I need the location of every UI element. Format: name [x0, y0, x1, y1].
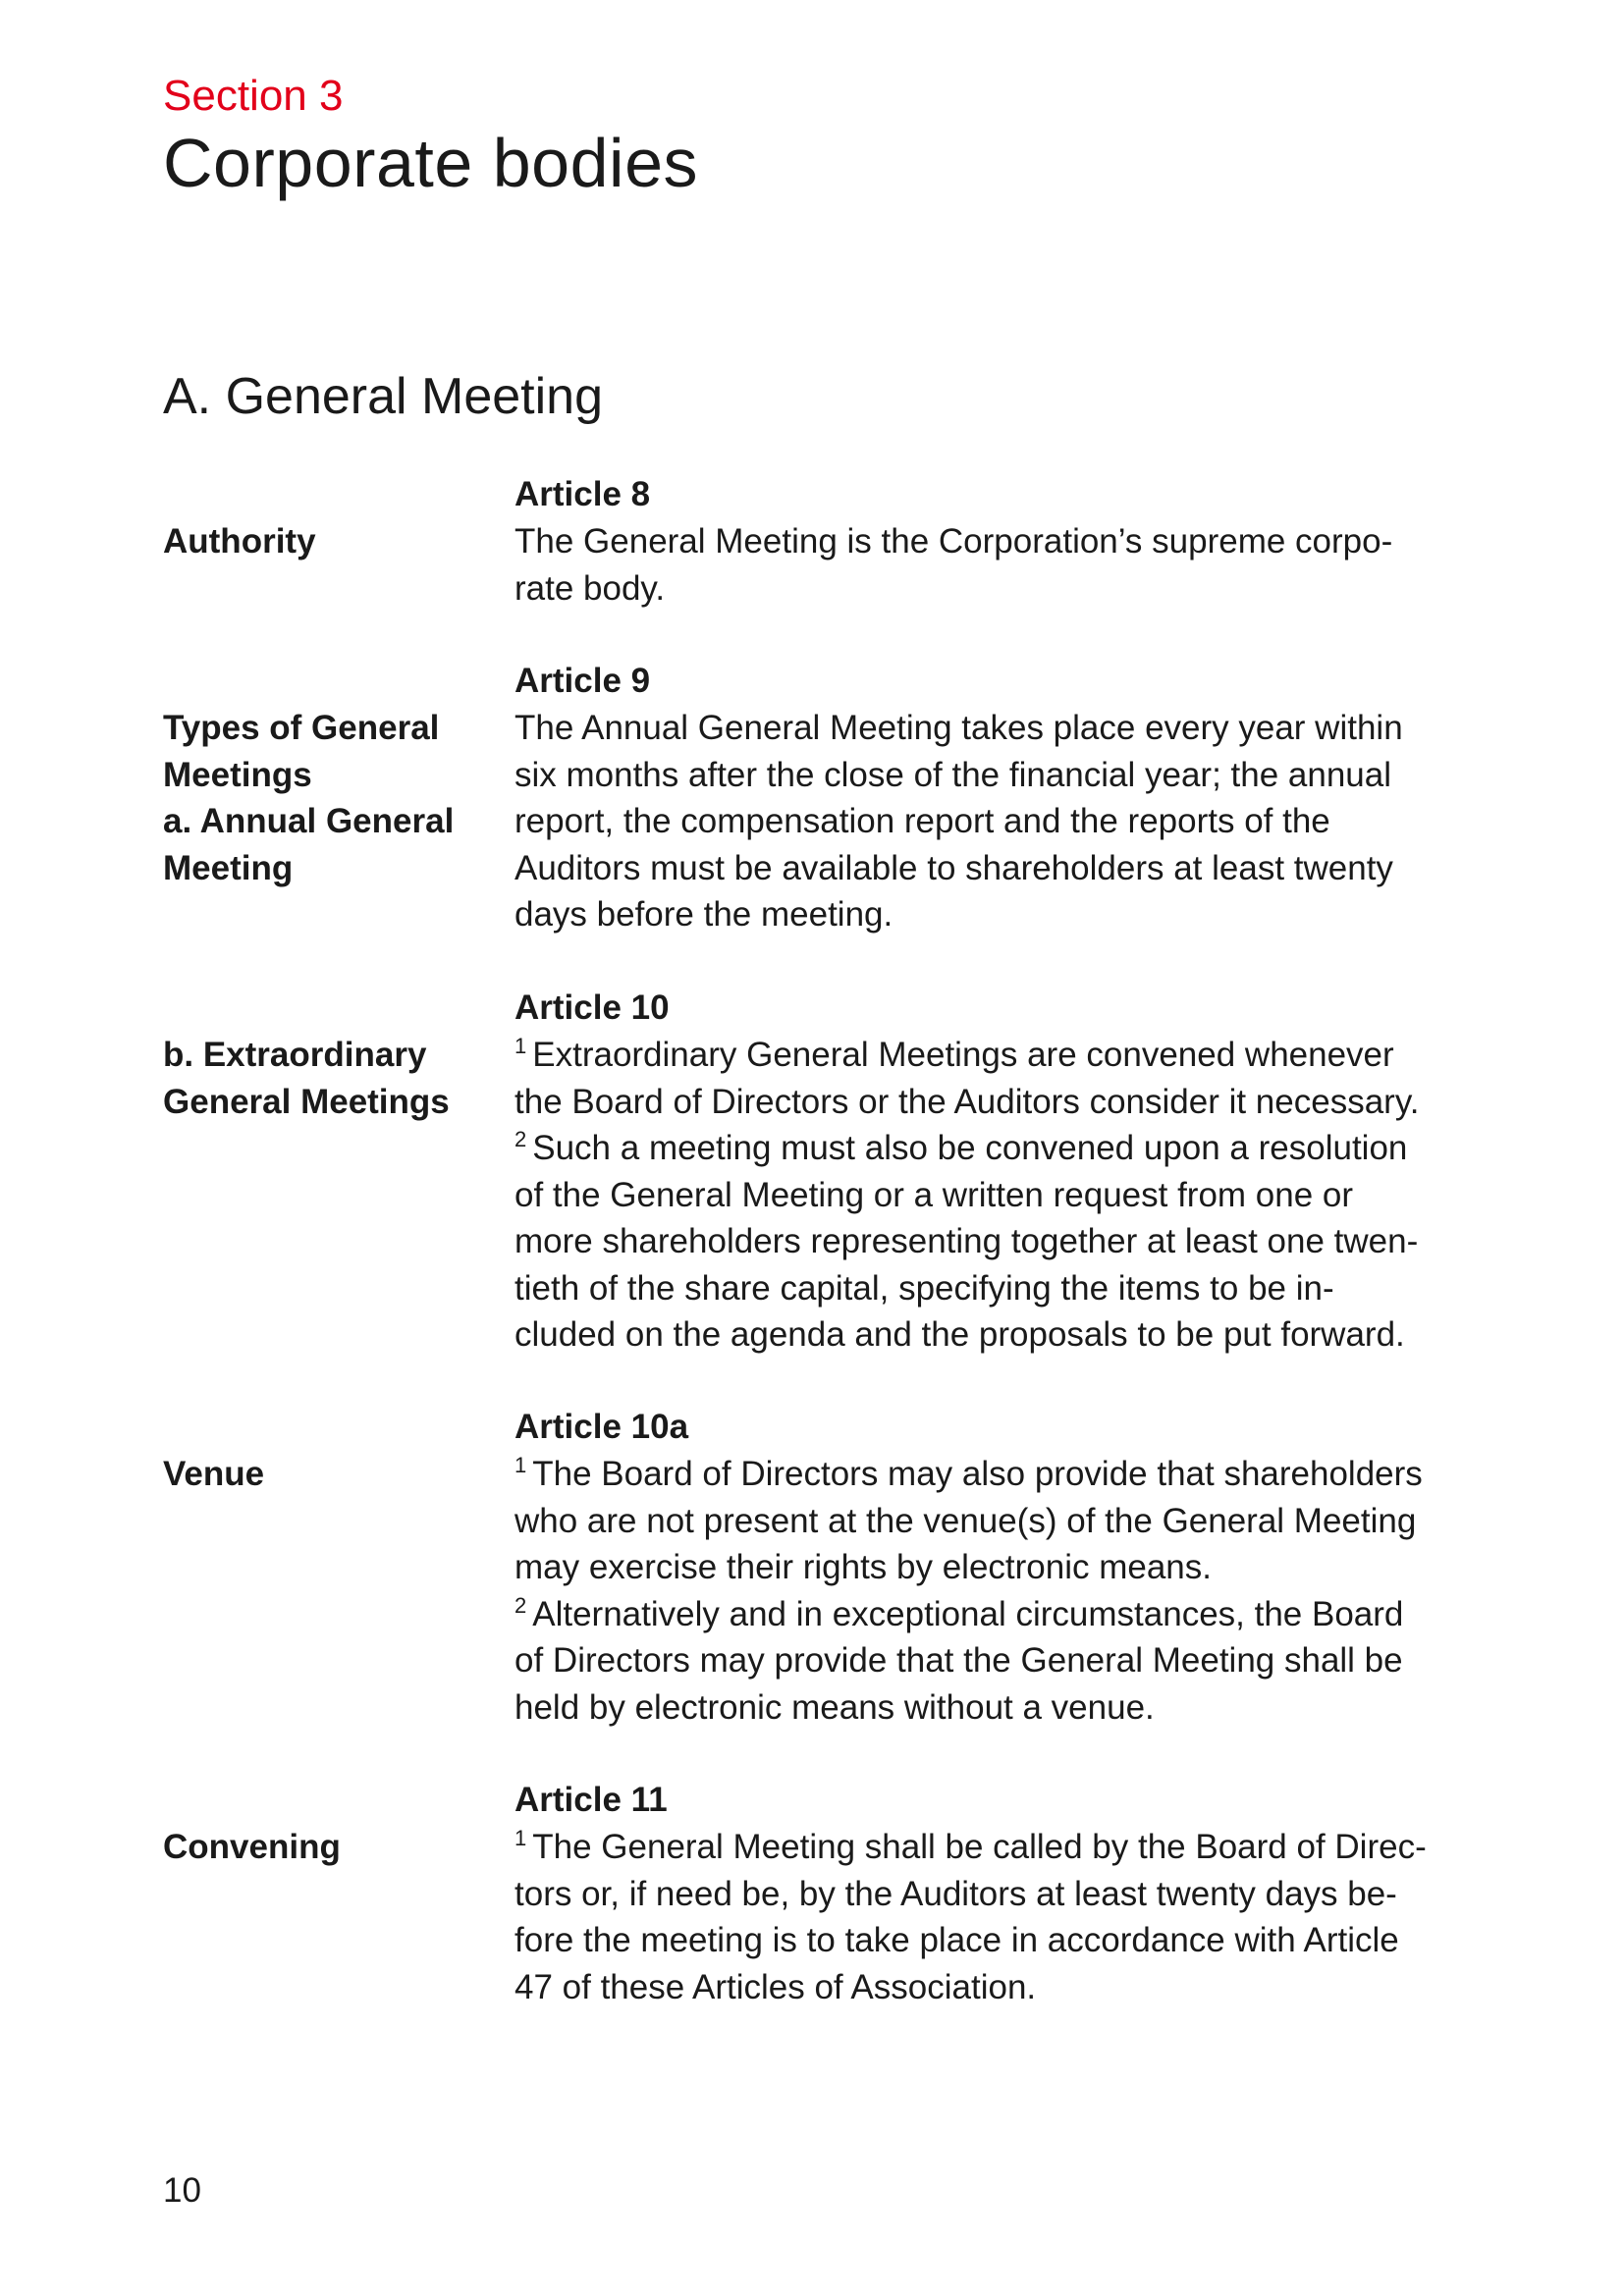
- article-body: [514, 1451, 1477, 1731]
- subsection-title: A. General Meeting: [163, 368, 604, 425]
- footnote-marker: 1: [514, 1826, 527, 1850]
- section-label: Section 3: [163, 72, 344, 120]
- margin-label-line: Meetings: [163, 755, 312, 794]
- body-line-text: The General Meeting shall be called by the Board of Direc-: [532, 1828, 1427, 1866]
- margin-label-line: General Meetings: [163, 1082, 450, 1121]
- article-body: [514, 705, 1477, 938]
- body-line: The General Meeting is the Corporation’s supreme corpo-: [514, 522, 1393, 561]
- body-line: tieth of the share capital, specifying the items to be in-: [514, 1268, 1334, 1308]
- body-line-text: The Board of Directors may also provide that shareholders: [532, 1455, 1423, 1493]
- body-line: [514, 1032, 1477, 1079]
- body-line-text: Extraordinary General Meetings are convened whenever: [532, 1036, 1394, 1074]
- margin-label-line: Meeting: [163, 848, 294, 887]
- article-heading: Article 10: [514, 988, 670, 1027]
- article-body: [514, 1824, 1477, 2010]
- body-line: more shareholders representing together at least one twen-: [514, 1222, 1419, 1260]
- article-heading: Article 8: [514, 475, 651, 513]
- body-line: of Directors may provide that the General Meeting shall be: [514, 1641, 1403, 1680]
- body-line: cluded on the agenda and the proposals to be put forward.: [514, 1315, 1405, 1354]
- margin-label-line: Authority: [163, 522, 316, 561]
- margin-label-convening: [163, 1824, 487, 1871]
- margin-label-authority: [163, 518, 487, 565]
- body-line: days before the meeting.: [514, 895, 893, 934]
- body-line: [514, 1451, 1477, 1498]
- body-line: The Annual General Meeting takes place every year within: [514, 709, 1403, 747]
- article-heading: Article 10a: [514, 1408, 689, 1446]
- body-line: Auditors must be available to shareholders at least twenty: [514, 848, 1393, 887]
- footnote-marker: 1: [514, 1453, 527, 1477]
- article-heading: Article 9: [514, 662, 651, 700]
- body-line: [514, 1824, 1477, 1871]
- body-line: the Board of Directors or the Auditors consider it necessary.: [514, 1082, 1420, 1121]
- footnote-marker: 2: [514, 1127, 527, 1151]
- margin-label-line: Types of General: [163, 709, 440, 747]
- article-body: [514, 1032, 1477, 1359]
- margin-label-venue: [163, 1451, 487, 1498]
- body-line: [514, 1591, 1477, 1638]
- margin-label-line: Convening: [163, 1828, 341, 1866]
- margin-label-line: Venue: [163, 1455, 265, 1493]
- margin-label-line: b. Extraordinary: [163, 1036, 427, 1074]
- body-line-text: Alternatively and in exceptional circumstances, the Board: [532, 1594, 1404, 1633]
- body-line: who are not present at the venue(s) of the General Meeting: [514, 1501, 1417, 1540]
- margin-label-line: a. Annual General: [163, 802, 455, 840]
- body-line: six months after the close of the financial year; the annual: [514, 755, 1392, 794]
- body-line: rate body.: [514, 568, 666, 608]
- body-line: fore the meeting is to take place in accordance with Article: [514, 1921, 1399, 1959]
- body-line: 47 of these Articles of Association.: [514, 1967, 1037, 2006]
- body-line: [514, 1125, 1477, 1172]
- margin-label-types-of-general-meetings: [163, 705, 487, 891]
- body-line: report, the compensation report and the reports of the: [514, 802, 1330, 840]
- body-line: held by electronic means without a venue.: [514, 1687, 1155, 1727]
- body-line: may exercise their rights by electronic means.: [514, 1548, 1212, 1586]
- page-number: 10: [163, 2171, 201, 2210]
- footnote-marker: 1: [514, 1034, 527, 1058]
- body-line-text: Such a meeting must also be convened upon a resolution: [532, 1129, 1408, 1167]
- margin-label-extraordinary-general-meetings: [163, 1032, 487, 1125]
- footnote-marker: 2: [514, 1592, 527, 1618]
- body-line: of the General Meeting or a written request from one or: [514, 1175, 1354, 1214]
- article-body: [514, 518, 1477, 612]
- page-title: Corporate bodies: [163, 125, 698, 201]
- body-line: tors or, if need be, by the Auditors at least twenty days be-: [514, 1874, 1397, 1913]
- article-heading: Article 11: [514, 1781, 668, 1819]
